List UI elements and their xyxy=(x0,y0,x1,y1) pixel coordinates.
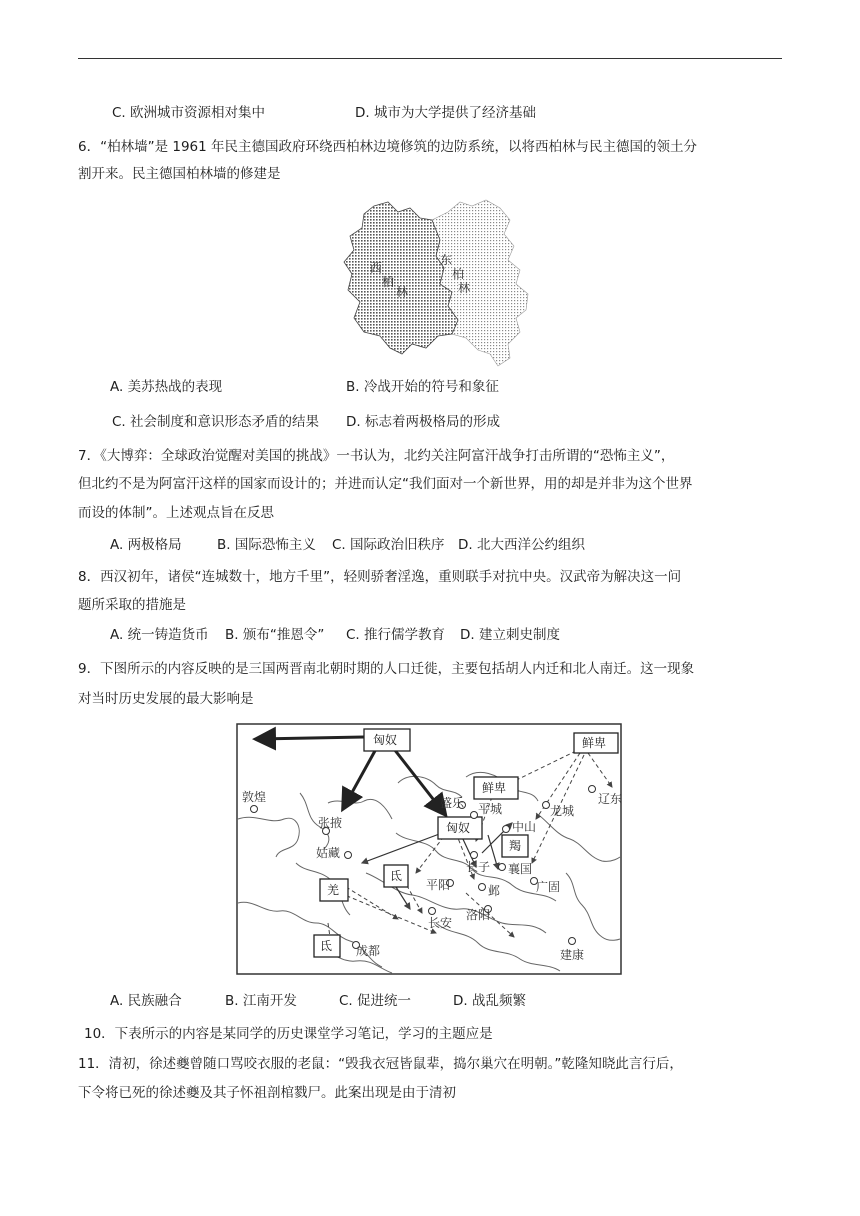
east-berlin-char-2: 柏 xyxy=(452,267,465,281)
place-zhangye: 张掖 xyxy=(318,816,343,830)
label-xianbei-mid: 鲜卑 xyxy=(482,781,507,795)
q8-stem-line2: 题所采取的措施是 xyxy=(78,597,186,613)
q9-stem-line1: 9．下图所示的内容反映的是三国两晋南北朝时期的人口迁徙，主要包括胡人内迁和北人南迁。这一现象 xyxy=(78,661,695,677)
q6-option-d[interactable]: D. 标志着两极格局的形成 xyxy=(346,414,500,430)
q5-option-d[interactable]: D. 城市为大学提供了经济基础 xyxy=(355,105,536,121)
header-rule xyxy=(78,58,782,59)
q5-option-c[interactable]: C. 欧洲城市资源相对集中 xyxy=(112,105,266,121)
label-xiongnu-mid: 匈奴 xyxy=(446,821,471,835)
marker-liaodong xyxy=(589,786,596,793)
migration-map-figure xyxy=(236,723,622,975)
migration-map xyxy=(236,723,622,975)
q7-stem-line1: 7．《大博弈：全球政治觉醒对美国的挑战》一书认为，北约关注阿富汗战争打击所谓的“恐怖主义”， xyxy=(78,448,675,464)
east-berlin-char-3: 林 xyxy=(458,281,471,295)
west-berlin-char-1: 西 xyxy=(370,261,383,275)
marker-pingcheng xyxy=(471,812,478,819)
q6-option-c[interactable]: C. 社会制度和意识形态矛盾的结果 xyxy=(112,414,320,430)
marker-guzang xyxy=(345,852,352,859)
marker-jiankang xyxy=(569,938,576,945)
label-di-mid: 氐 xyxy=(390,869,403,883)
place-changan: 长安 xyxy=(428,916,453,930)
box-jie xyxy=(502,835,528,857)
place-shengle: 盛乐 xyxy=(440,796,465,810)
box-xianbei-mid xyxy=(474,777,518,799)
box-di-mid xyxy=(384,865,408,887)
place-zhongshan: 中山 xyxy=(512,820,537,834)
marker-zhongshan xyxy=(503,826,510,833)
q7-option-b[interactable]: B. 国际恐怖主义 xyxy=(217,537,316,553)
q8-option-a[interactable]: A. 统一铸造货币 xyxy=(110,627,209,643)
box-xiongnu-top xyxy=(364,729,410,751)
place-changzi: 长子 xyxy=(466,860,491,874)
place-pingcheng: 平城 xyxy=(478,802,503,816)
label-qiang: 羌 xyxy=(327,883,340,897)
marker-dunhuang xyxy=(251,806,258,813)
berlin-map-figure xyxy=(340,198,536,374)
q7-option-d[interactable]: D. 北大西洋公约组织 xyxy=(458,537,585,553)
place-longcheng: 龙城 xyxy=(550,804,575,818)
place-liaodong: 辽东 xyxy=(598,792,622,806)
q9-option-a[interactable]: A. 民族融合 xyxy=(110,993,182,1009)
q8-option-c[interactable]: C. 推行儒学教育 xyxy=(346,627,446,643)
q8-stem-line1: 8．西汉初年，诸侯“连城数十，地方千里”，轻则骄奢淫逸，重则联手对抗中央。汉武帝为解决这一问 xyxy=(78,569,682,585)
place-pingyang: 平阳 xyxy=(426,878,451,892)
q9-option-d[interactable]: D. 战乱频繁 xyxy=(453,993,526,1009)
east-berlin-area xyxy=(432,200,528,366)
q6-stem-line1: 6．“柏林墙”是 1961 年民主德国政府环绕西柏林边境修筑的边防系统，以将西柏林与民主德国的领土分 xyxy=(78,139,698,155)
q9-option-c[interactable]: C. 促进统一 xyxy=(339,993,412,1009)
west-berlin-char-3: 林 xyxy=(396,285,409,299)
map-frame xyxy=(237,724,621,974)
label-xiongnu-top: 匈奴 xyxy=(373,733,398,747)
place-xiangguo: 襄国 xyxy=(508,862,533,876)
q7-stem-line2: 但北约不是为阿富汗这样的国家而设计的；并进而认定“我们面对一个新世界，用的却是并非为这个世界 xyxy=(78,476,693,492)
q8-option-d[interactable]: D. 建立刺史制度 xyxy=(460,627,560,643)
place-jiankang: 建康 xyxy=(560,948,585,962)
q7-option-c[interactable]: C. 国际政治旧秩序 xyxy=(332,537,445,553)
marker-xiangguo xyxy=(499,864,506,871)
label-jie: 羯 xyxy=(509,839,522,853)
box-xianbei-right xyxy=(574,733,618,753)
q7-stem-line3: 而设的体制”。上述观点旨在反思 xyxy=(78,505,274,521)
east-berlin-char-1: 东 xyxy=(440,253,453,267)
berlin-map xyxy=(340,198,536,374)
marker-changan xyxy=(429,908,436,915)
place-luoyang: 洛阳 xyxy=(466,908,491,922)
q6-option-b[interactable]: B. 冷战开始的符号和象征 xyxy=(346,379,499,395)
marker-ye xyxy=(479,884,486,891)
box-qiang xyxy=(320,879,348,901)
west-berlin-char-2: 柏 xyxy=(382,275,395,289)
place-dunhuang: 敦煌 xyxy=(242,790,267,804)
q9-stem-line2: 对当时历史发展的最大影响是 xyxy=(78,691,254,707)
label-xianbei-right: 鲜卑 xyxy=(582,736,607,750)
q8-option-b[interactable]: B. 颁布“推恩令” xyxy=(225,627,325,643)
label-di-low: 氐 xyxy=(320,939,333,953)
q10-stem-line1: 10．下表所示的内容是某同学的历史课堂学习笔记，学习的主题应是 xyxy=(84,1026,493,1042)
marker-changzi xyxy=(471,852,478,859)
box-xiongnu-mid xyxy=(438,817,482,839)
place-chengdu: 成都 xyxy=(356,944,381,958)
q6-option-a[interactable]: A. 美苏热战的表现 xyxy=(110,379,223,395)
place-ye: 邺 xyxy=(488,884,501,898)
q6-stem-line2: 割开来。民主德国柏林墙的修建是 xyxy=(78,166,281,182)
place-guzang: 姑藏 xyxy=(316,846,341,860)
q11-stem-line2: 下令将已死的徐述夔及其子怀祖剖棺戮尸。此案出现是由于清初 xyxy=(78,1085,456,1101)
q9-option-b[interactable]: B. 江南开发 xyxy=(225,993,297,1009)
q7-option-a[interactable]: A. 两极格局 xyxy=(110,537,182,553)
q11-stem-line1: 11．清初，徐述夔曾随口骂咬衣服的老鼠：“毁我衣冠皆鼠辈，捣尔巢穴在明朝。”乾隆知晓此言行后， xyxy=(78,1056,683,1072)
marker-longcheng xyxy=(543,802,550,809)
place-guanggu: 广固 xyxy=(536,880,561,894)
box-di-low xyxy=(314,935,340,957)
